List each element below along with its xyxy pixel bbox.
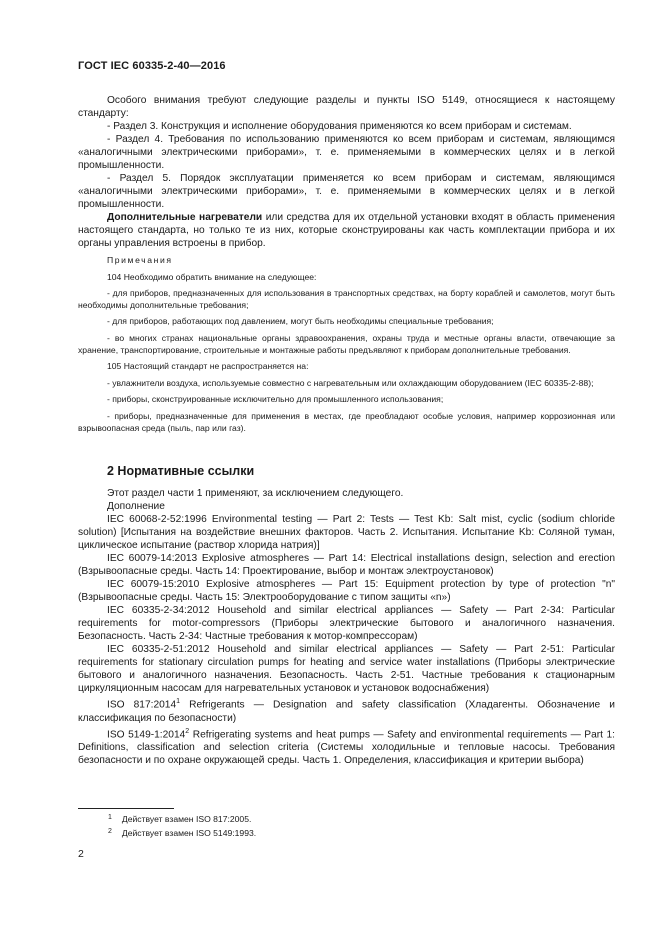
note-item: - увлажнители воздуха, используемые совместно с нагревательным или охлаждающим оборудованием (IEC 60335-2-88);: [107, 377, 594, 388]
footnote-divider: [78, 808, 174, 809]
footnote-number: 1: [108, 814, 112, 821]
list-item: - Раздел 4. Требования по использованию применяются ко всем приборам и системам, являющимся «аналогичными электрическими приборами», т. е. применяемыми в коммерческих целях и в легкой промышленности.: [78, 134, 615, 171]
list-item: - Раздел 3. Конструкция и исполнение оборудования применяются ко всем приборам и системам.: [107, 121, 572, 132]
paragraph: [78, 211, 615, 250]
paragraph: Особого внимания требуют следующие разделы и пункты ISO 5149, относящиеся к настоящему стандарту:: [78, 95, 615, 119]
reference: IEC 60079-15:2010 Explosive atmospheres — Part 15: Equipment protection by type of protection "n" (Взрывоопасные среды. Часть 15: Электрооборудование с типом защиты «n»): [78, 579, 615, 604]
reference: [78, 725, 615, 767]
reference: IEC 60335-2-34:2012 Household and similar electrical appliances — Safety — Part 2-34: Particular requirements for motor-compressors (Приборы электрические бытового и аналогичного назначения. Безопасность. Часть 2-34: Частные требования к мотор-компрессорам): [78, 605, 615, 643]
footnote-text: Действует взамен ISO 5149:1993.: [121, 828, 257, 838]
page-number: 2: [78, 848, 84, 860]
reference-id: ISO 817:2014: [107, 699, 177, 711]
body-text: [78, 94, 615, 767]
notes-heading: Примечания: [107, 255, 173, 265]
note-item: - во многих странах национальные органы здравоохранения, охраны труда и местные органы власти, отвечающие за хранение, транспортирование, строительные и монтажные работы предъявляют к приборам дополнительные требования.: [78, 332, 615, 355]
reference-text: Refrigerants — Designation and safety classification (Хладагенты. Обозначение и классификация по безопасности): [78, 699, 615, 724]
list-item: - Раздел 5. Порядок эксплуатации применяется ко всем приборам и системам, являющимся «аналогичными электрическими приборами», т. е. применяемыми в коммерческих целях и в легкой промышленности.: [78, 173, 615, 210]
document-header: ГОСТ IEC 60335-2-40—2016: [78, 60, 226, 72]
note-item: - приборы, предназначенные для применения в местах, где преобладают особые условия, например коррозионная или взрывоопасная среда (пыль, пар или газ).: [78, 410, 615, 433]
note: 105 Настоящий стандарт не распространяется на:: [107, 361, 309, 372]
note-item: - для приборов, предназначенных для использования в транспортных средствах, на борту кораблей и самолетов, могут быть необходимы дополнительные требования;: [78, 288, 615, 310]
footnote: [108, 828, 256, 839]
paragraph: Этот раздел части 1 применяют, за исключением следующего.: [107, 488, 404, 500]
reference: [78, 695, 615, 724]
paragraph: Дополнение: [107, 501, 165, 513]
note-item: - для приборов, работающих под давлением, могут быть необходимы специальные требования;: [107, 316, 494, 327]
reference-id: ISO 5149-1:2014: [107, 728, 186, 740]
reference: IEC 60068-2-52:1996 Environmental testing — Part 2: Tests — Test Kb: Salt mist, cyclic (sodium chloride solution) [Испытания на воздействие внешних факторов. Часть 2. Испытания. Испытание Kb: Соляной туман, циклическое испытание (раствор хлорида натрия)]: [78, 514, 615, 552]
footnote-text: Действует взамен ISO 817:2005.: [121, 814, 252, 824]
note: 104 Необходимо обратить внимание на следующее:: [107, 271, 317, 282]
bold-term: Дополнительные нагреватели: [107, 212, 263, 223]
footnote-number: 2: [108, 828, 112, 835]
footnote-marker: 1: [176, 698, 181, 706]
paragraph-text: или средства для их отдельной установки входят в область применения настоящего стандарта, но только те из них, которые сконструированы как часть комплектации прибора и их органы управления встроены в прибор.: [78, 212, 615, 249]
reference: IEC 60079-14:2013 Explosive atmospheres — Part 14: Electrical installations design, selection and erection (Взрывоопасные среды. Часть 14: Проектирование, выбор и монтаж электроустановок): [78, 553, 615, 578]
reference-text: Refrigerating systems and heat pumps — Safety and environmental requirements — Part 1: Definitions, classification and selection criteria (Системы холодильные и тепловые насосы. Требования безопасности и по охране окружающей среды. Часть 1. Определения, классификация и критерии выбора): [78, 728, 615, 766]
note-item: - приборы, сконструированные исключительно для промышленного использования;: [107, 394, 444, 405]
footnote-marker: 2: [185, 727, 190, 735]
section-title: 2 Нормативные ссылки: [107, 464, 255, 479]
footnote: [108, 814, 251, 825]
reference: IEC 60335-2-51:2012 Household and similar electrical appliances — Safety — Part 2-51: Particular requirements for stationary circulation pumps for heating and service water installations (Приборы электрические бытового и аналогичного назначения. Безопасность. Часть 2-51. Частные требования к стационарным циркуляционным насосам для нагревательных установок и установок водоснабжения): [78, 644, 615, 695]
